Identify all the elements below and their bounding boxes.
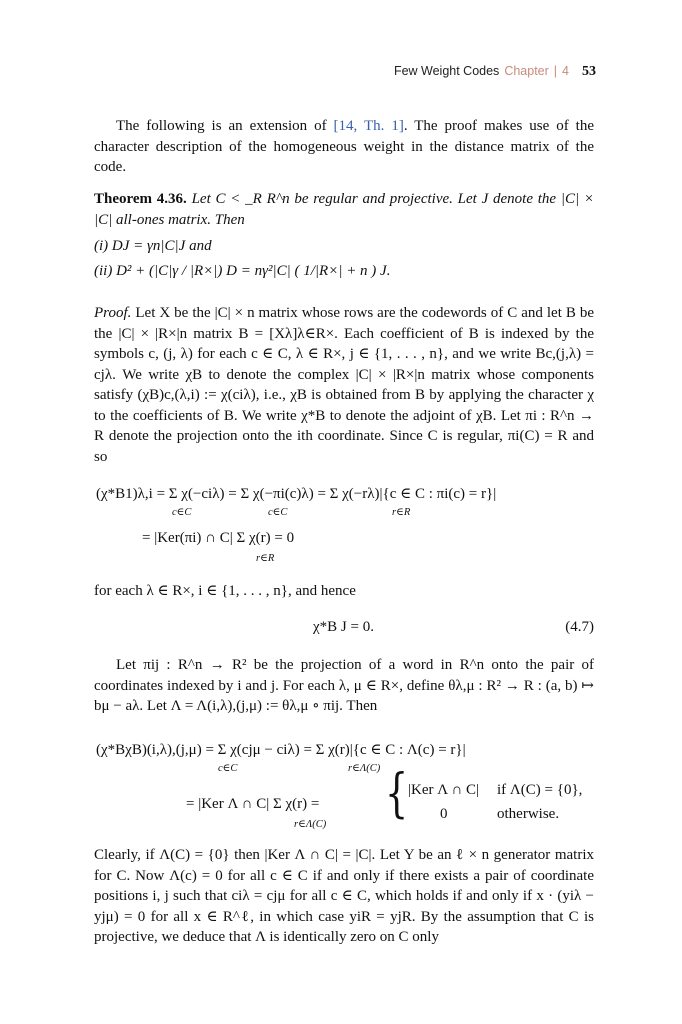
proof-paragraph: [94, 303, 594, 467]
theorem-statement: Let C < _R R^n be regular and projective. Let J denote the |C| × |C| all-ones matrix. Then: [94, 191, 594, 228]
theorem-label: Theorem 4.36.: [94, 191, 187, 207]
case-1-condition: if Λ(C) = {0},: [497, 782, 583, 798]
equation-4-7: χ*B J = 0.: [313, 619, 374, 635]
sum-index-4: r∈R: [256, 553, 275, 564]
case-2-value: 0: [440, 806, 448, 822]
theorem-item-i: (i) DJ = γn|C|J and: [94, 238, 212, 254]
page-number: 53: [582, 64, 596, 79]
theorem-block: [94, 189, 594, 230]
sum-index-6: r∈Λ(C): [348, 763, 381, 774]
running-header: [394, 64, 596, 80]
theorem-item-ii: (ii) D² + (|C|γ / |R×|) D = nγ²|C| ( 1/|R×| + n ) J.: [94, 263, 391, 279]
chapter-number: 4: [562, 64, 569, 78]
case-1-value: |Ker Λ ∩ C|: [408, 782, 480, 798]
intro-text-after: . The proof makes use of the character description of the homogeneous weight in the distance matrix of the code.: [94, 118, 594, 175]
foreach-text: for each λ ∈ R×, i ∈ {1, . . . , n}, and hence: [94, 583, 356, 599]
sum-index-2: c∈C: [268, 507, 288, 518]
sum-index-5: c∈C: [218, 763, 238, 774]
equation-number: (4.7): [565, 619, 594, 635]
equation-2-line-2: = |Ker Λ ∩ C| Σ χ(r) =: [186, 796, 320, 812]
sum-index-1: c∈C: [172, 507, 192, 518]
equation-1-line-1: (χ*B1)λ,i = Σ χ(−ciλ) = Σ χ(−πi(c)λ) = Σ χ(−rλ)|{c ∈ C : πi(c) = r}|: [96, 486, 497, 502]
citation-link[interactable]: [14, Th. 1]: [333, 118, 404, 134]
intro-paragraph: [94, 116, 594, 178]
conclusion-paragraph: Clearly, if Λ(C) = {0} then |Ker Λ ∩ C| = |C|. Let Y be an ℓ × n generator matrix for C. Now Λ(c) = 0 for all c ∈ C if and only if there exists a pair of coordinate positions i, j such that ciλ = cjμ for all c ∈ C, which holds if and only if x · (yiλ − yjμ) = 0 for all x ∈ R^ℓ, in which case yiR = yjR. By the assumption that C is projective, we deduce that Λ is identically zero on C only: [94, 847, 594, 945]
header-separator: |: [553, 64, 558, 78]
sum-index-3: r∈R: [392, 507, 411, 518]
running-title: Few Weight Codes: [393, 64, 500, 78]
equation-1-line-2: = |Ker(πi) ∩ C| Σ χ(r) = 0: [142, 530, 295, 546]
proof-label: Proof.: [94, 305, 132, 321]
case-2-condition: otherwise.: [497, 806, 560, 822]
chapter-word: Chapter: [504, 64, 549, 78]
intro-text-before: The following is an extension of: [116, 118, 334, 134]
proof-text: Let X be the |C| × n matrix whose rows are the codewords of C and let B be the |C| × |R×|n matrix B = [Xλ]λ∈R×. Each coefficient of B is indexed by the symbols c, (j, λ) for each c ∈ C, λ ∈ R×, j ∈ {1, . . . , n}, and we write Bc,(j,λ) = cjλ. We write χB to denote the complex |C| × |R×|n matrix whose components satisfy (χB)c,(λ,i) := χ(ciλ), i.e., χB is obtained from B by applying the character χ to the coefficients of B. We write χ*B to denote the adjoint of χB. Let πi : R^n → R denote the projection onto the ith coordinate. Since C is regular, πi(C) = R and so: [94, 305, 595, 465]
sum-index-7: r∈Λ(C): [294, 819, 327, 830]
equation-2-line-1: (χ*BχB)(i,λ),(j,μ) = Σ χ(cjμ − ciλ) = Σ χ(r)|{c ∈ C : Λ(c) = r}|: [96, 742, 466, 758]
cases-brace: {: [384, 764, 409, 824]
projection-paragraph: Let πij : R^n → R² be the projection of a word in R^n onto the pair of coordinates indexed by i and j. For each λ, μ ∈ R×, define θλ,μ : R² → R : (a, b) ↦ bμ − aλ. Let Λ = Λ(i,λ),(j,μ) := θλ,μ ∘ πij. Then: [94, 657, 594, 714]
